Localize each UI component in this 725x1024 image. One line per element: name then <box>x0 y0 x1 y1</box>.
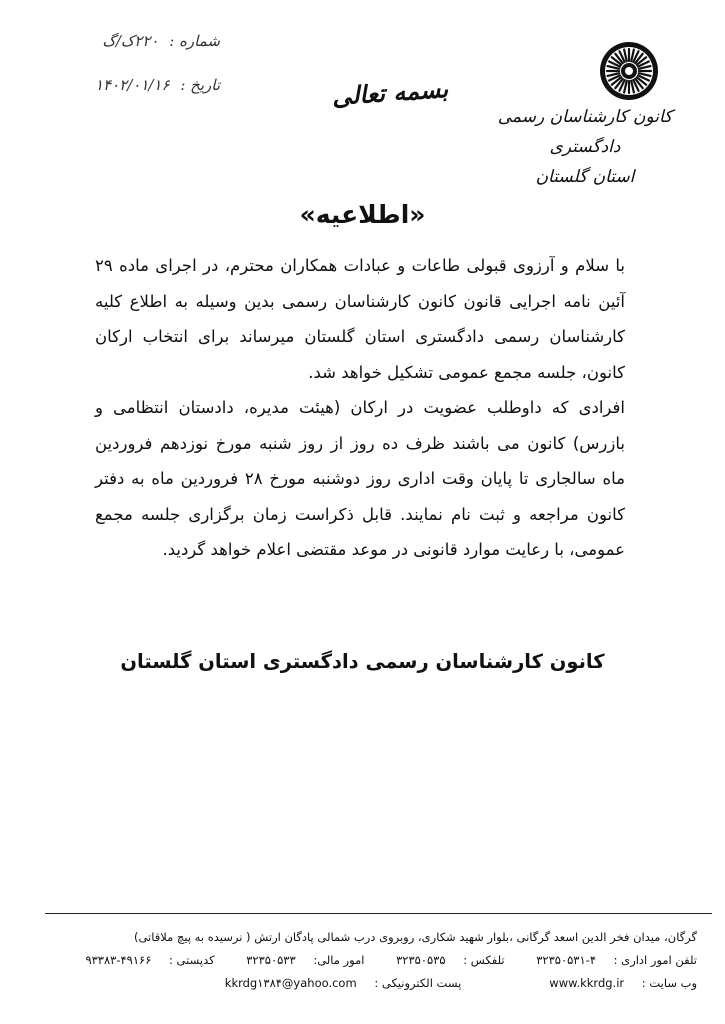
letter-date <box>60 76 220 94</box>
footer-phones <box>40 949 697 972</box>
postal-item <box>71 953 214 967</box>
org-name-line1: کانون کارشناسان رسمی دادگستری <box>497 107 673 157</box>
email-label: پست الکترونیکی : <box>374 976 462 990</box>
postal-value: ۴۹۱۶۶-۹۳۳۸۳ <box>85 953 152 967</box>
fax-label: تلفکس : <box>463 953 505 967</box>
body-paragraph-1: با سلام و آرزوی قبولی طاعات و عبادات همکاران محترم، در اجرای ماده ۲۹ آئین نامه اجرایی قانون کانون کارشناسان رسمی بدین وسیله به اطلاع کلیه کارشناسان رسمی دادگستری استان گلستان میرساند برای انتخاب ارکان کانون، جلسه مجمع عمومی تشکیل خواهد شد. <box>95 256 625 382</box>
website-label: وب سایت : <box>641 976 697 990</box>
finance-item <box>232 953 364 967</box>
org-name-line2: استان گلستان <box>535 167 635 187</box>
organization-handwritten-name <box>475 102 695 192</box>
phone-value: ۴-۳۲۳۵۰۵۳۱ <box>536 953 596 967</box>
letter-number-label: شماره : <box>169 32 220 50</box>
letter-number <box>60 32 220 50</box>
website-item <box>535 972 697 995</box>
sunburst-emblem-icon <box>598 40 660 102</box>
letter-date-label: تاریخ : <box>180 76 220 94</box>
fax-value: ۳۲۳۵۰۵۳۵ <box>396 953 446 967</box>
email-item <box>211 972 462 995</box>
letter-number-value: ۲۲۰ک/گ <box>102 32 159 50</box>
email-link[interactable]: kkrdg۱۳۸۴@yahoo.com <box>224 976 357 990</box>
announcement-body <box>95 248 625 568</box>
phone-item <box>522 953 697 967</box>
body-paragraph-2: افرادی که داوطلب عضویت در ارکان (هیئت مدیره، دادستان انتظامی و بازرس) کانون می باشند ظرف ده روز از روز شنبه مورخ نوزدهم فروردین ماه سالجاری تا پایان وقت اداری روز دوشنبه مورخ ۲۸ فروردین ماه به دفتر کانون مراجعه و ثبت نام نمایند. قابل ذکراست زمان برگزاری جلسه مجمع عمومی، با رعایت موارد قانونی در موعد مقتضی اعلام خواهد گردید. <box>95 398 625 559</box>
signature-line: کانون کارشناسان رسمی دادگستری استان گلستان <box>120 650 605 673</box>
footer-web <box>40 972 697 995</box>
website-link[interactable]: www.kkrdg.ir <box>549 976 625 990</box>
fax-item <box>382 953 504 967</box>
footer-contact <box>40 926 697 995</box>
besmeh-heading: بسمه تعالی <box>331 73 449 112</box>
phone-label: تلفن امور اداری : <box>613 953 697 967</box>
postal-label: کدپستی : <box>169 953 215 967</box>
finance-label: امور مالی: <box>313 953 365 967</box>
footer-divider <box>45 913 712 914</box>
announcement-title: «اطلاعیه» <box>299 200 426 229</box>
finance-value: ۳۲۳۵۰۵۳۳ <box>246 953 296 967</box>
footer-address: گرگان، میدان فخر الدین اسعد گرگانی ،بلوار شهید شکاری، روبروی درب شمالی پادگان ارتش ( نرسیده به پیچ ملاقاتی) <box>133 930 697 944</box>
letter-date-value: ۱۴۰۲/۰۱/۱۶ <box>94 76 170 94</box>
